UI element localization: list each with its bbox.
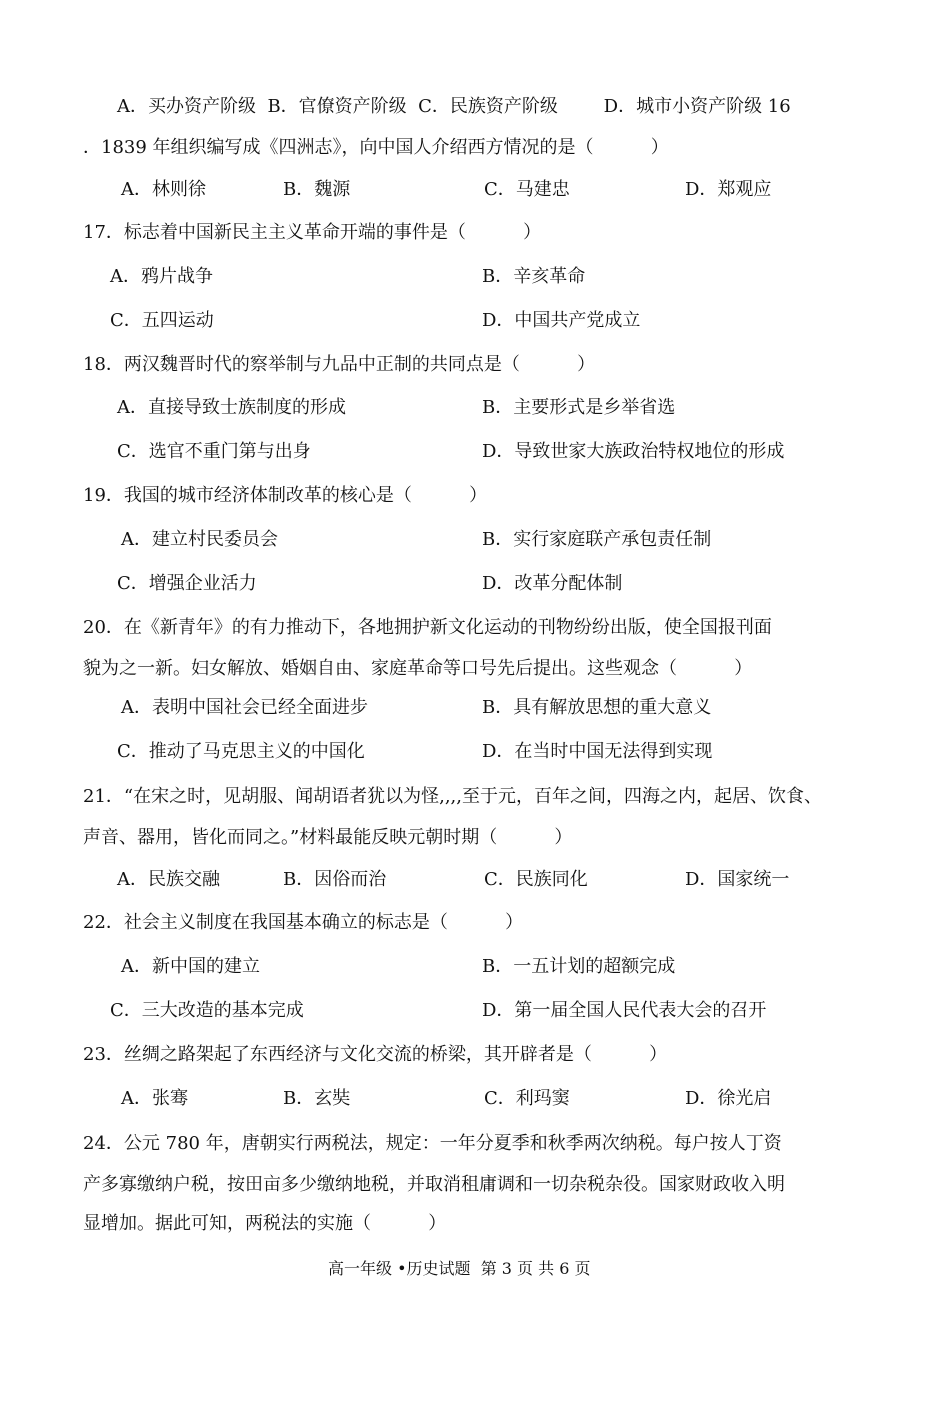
q16-option-d: D．郑观应 xyxy=(685,179,772,200)
q17-option-d: D．中国共产党成立 xyxy=(482,310,641,331)
q21-stem-line1: 21．“在宋之时，见胡服、闻胡语者犹以为怪,,,,至于元，百年之间，四海之内，起居、饮食、 xyxy=(83,786,822,807)
q19-option-d: D．改革分配体制 xyxy=(482,573,623,594)
q16-option-a: A．林则徐 xyxy=(121,179,206,200)
q22-option-a: A．新中国的建立 xyxy=(121,956,260,977)
q17-option-c: C．五四运动 xyxy=(110,310,214,331)
q21-option-a: A．民族交融 xyxy=(117,869,220,890)
q20-option-d: D．在当时中国无法得到实现 xyxy=(482,741,713,762)
q19-option-a: A．建立村民委员会 xyxy=(121,529,278,550)
q17-option-a: A．鸦片战争 xyxy=(110,266,213,287)
q24-stem-line3: 显增加。据此可知，两税法的实施（ ） xyxy=(83,1213,447,1234)
q16-option-c: C．马建忠 xyxy=(484,179,570,200)
q18-option-a: A．直接导致士族制度的形成 xyxy=(117,397,346,418)
q16-stem: ．1839 年组织编写成《四洲志》，向中国人介绍西方情况的是（ ） xyxy=(83,137,669,158)
q23-option-d: D．徐光启 xyxy=(685,1088,772,1109)
q23-option-c: C．利玛窦 xyxy=(484,1088,570,1109)
q17-option-b: B．辛亥革命 xyxy=(482,266,586,287)
q22-option-d: D．第一届全国人民代表大会的召开 xyxy=(482,1000,767,1021)
q16-option-b: B．魏源 xyxy=(283,179,351,200)
q20-option-c: C．推动了马克思主义的中国化 xyxy=(117,741,365,762)
q20-option-a: A．表明中国社会已经全面进步 xyxy=(121,697,368,718)
q21-option-b: B．因俗而治 xyxy=(283,869,387,890)
q18-option-d: D．导致世家大族政治特权地位的形成 xyxy=(482,441,785,462)
q20-option-b: B．具有解放思想的重大意义 xyxy=(482,697,712,718)
q17-stem: 17．标志着中国新民主主义革命开端的事件是（ ） xyxy=(83,222,542,243)
q21-stem-line2: 声音、器用，皆化而同之。”材料最能反映元朝时期（ ） xyxy=(83,827,573,848)
q15-options: A．买办资产阶级 B．官僚资产阶级 C．民族资产阶级 D．城市小资产阶级 16 xyxy=(117,96,791,117)
q23-stem: 23．丝绸之路架起了东西经济与文化交流的桥梁，其开辟者是（ ） xyxy=(83,1044,668,1065)
q19-stem: 19．我国的城市经济体制改革的核心是（ ） xyxy=(83,485,488,506)
q24-stem-line2: 产多寡缴纳户税，按田亩多少缴纳地税，并取消租庸调和一切杂税杂役。国家财政收入明 xyxy=(83,1174,785,1195)
q23-option-b: B．玄奘 xyxy=(283,1088,351,1109)
q20-stem-line1: 20．在《新青年》的有力推动下，各地拥护新文化运动的刊物纷纷出版，使全国报刊面 xyxy=(83,617,772,638)
q18-stem: 18．两汉魏晋时代的察举制与九品中正制的共同点是（ ） xyxy=(83,354,596,375)
q19-option-b: B．实行家庭联产承包责任制 xyxy=(482,529,712,550)
q19-option-c: C．增强企业活力 xyxy=(117,573,257,594)
q22-stem: 22．社会主义制度在我国基本确立的标志是（ ） xyxy=(83,912,524,933)
q22-option-b: B．一五计划的超额完成 xyxy=(482,956,676,977)
q20-stem-line2: 貌为之一新。妇女解放、婚姻自由、家庭革命等口号先后提出。这些观念（ ） xyxy=(83,658,753,679)
q18-option-b: B．主要形式是乡举省选 xyxy=(482,397,676,418)
page-footer: 高一年级 •历史试题 第 3 页 共 6 页 xyxy=(328,1259,591,1278)
q24-stem-line1: 24．公元 780 年，唐朝实行两税法，规定：一年分夏季和秋季两次纳税。每户按人丁资 xyxy=(83,1133,782,1154)
q23-option-a: A．张骞 xyxy=(121,1088,188,1109)
q22-option-c: C．三大改造的基本完成 xyxy=(110,1000,304,1021)
q21-option-c: C．民族同化 xyxy=(484,869,588,890)
q18-option-c: C．选官不重门第与出身 xyxy=(117,441,311,462)
q21-option-d: D．国家统一 xyxy=(685,869,790,890)
